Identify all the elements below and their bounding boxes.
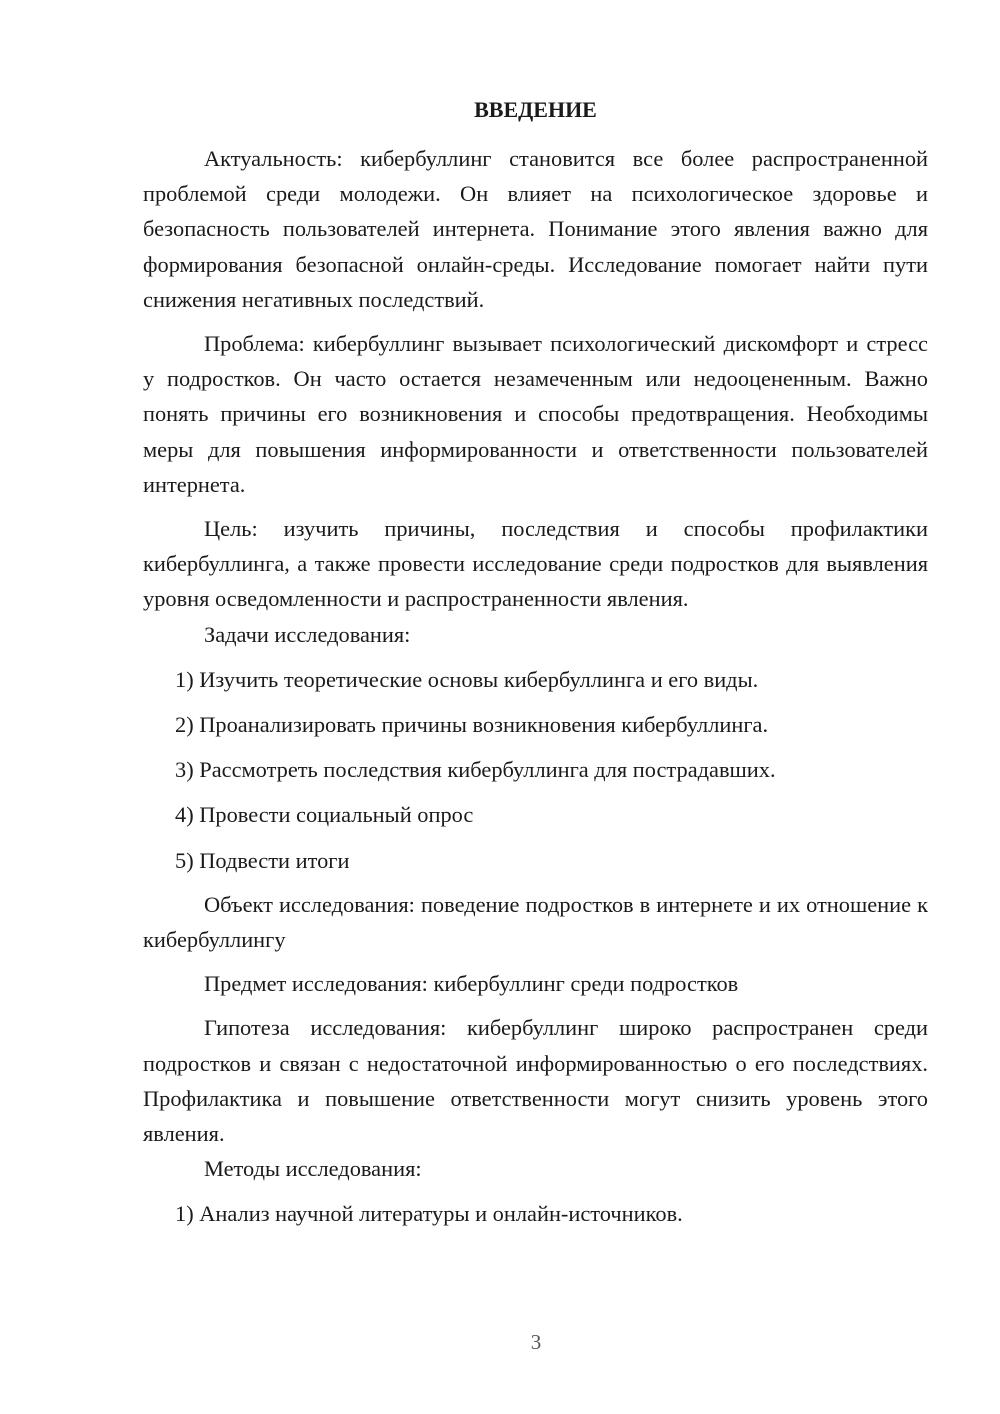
task-item: 2) Проанализировать причины возникновения кибербуллинга. — [175, 712, 769, 738]
page-number: 3 — [530, 1330, 542, 1354]
document-page — [143, 92, 928, 1232]
tasks-label: Задачи исследования: — [204, 621, 411, 647]
object-paragraph: Объект исследования: поведение подростков в интернете и их отношение к кибербуллингу — [143, 891, 928, 953]
problem-paragraph: Проблема: кибербуллинг вызывает психологический дискомфорт и стресс у подростков. Он часто остается незамеченным или недооцененным. Важно понять причины его возникновения и способы предотвращения. Необходимы меры для повышения информированности и ответственности пользователей интернета. — [143, 331, 928, 497]
page-title: ВВЕДЕНИЕ — [474, 97, 597, 122]
task-item: 5) Подвести итоги — [175, 847, 350, 873]
relevance-paragraph: Актуальность: кибербуллинг становится все более распространенной проблемой среди молодежи. Он влияет на психологическое здоровье и безопасность пользователей интернета. Понимание этого явления важно для формирования безопасной онлайн-среды. Исследование помогает найти пути снижения негативных последствий. — [143, 146, 928, 312]
methods-label: Методы исследования: — [204, 1156, 422, 1182]
task-item: 4) Провести социальный опрос — [175, 802, 474, 828]
task-item: 3) Рассмотреть последствия кибербуллинга для пострадавших. — [175, 757, 776, 783]
task-item: 1) Изучить теоретические основы кибербуллинга и его виды. — [175, 666, 759, 692]
hypothesis-paragraph: Гипотеза исследования: кибербуллинг широко распространен среди подростков и связан с недостаточной информированностью о его последствиях. Профилактика и повышение ответственности могут снизить уровень этого явления. — [143, 1015, 928, 1147]
method-item: 1) Анализ научной литературы и онлайн-источников. — [175, 1201, 683, 1227]
subject-paragraph: Предмет исследования: кибербуллинг среди подростков — [204, 971, 739, 997]
goal-paragraph: Цель: изучить причины, последствия и способы профилактики кибербуллинга, а также провести исследование среди подростков для выявления уровня осведомленности и распространенности явления. — [143, 516, 928, 612]
